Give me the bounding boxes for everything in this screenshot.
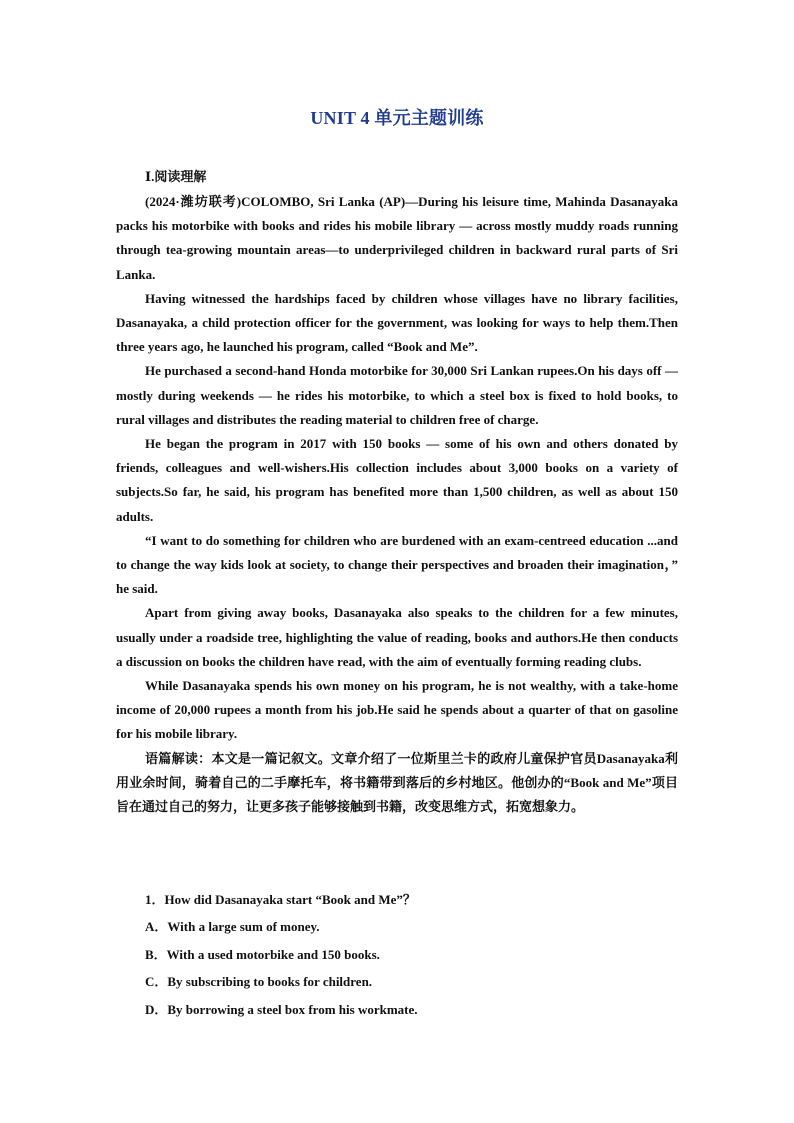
option-d[interactable]: D．By borrowing a steel box from his workmate. — [145, 1001, 418, 1017]
question-block — [145, 888, 685, 1025]
source-tag: (2024·潍坊联考) — [145, 194, 242, 209]
option-a[interactable]: A．With a large sum of money. — [145, 919, 320, 934]
unit-title: UNIT 4 单元主题训练 — [310, 108, 484, 128]
passage-paragraph-2: Having witnessed the hardships faced by children whose villages have no library facilities, Dasanayaka, a child protection officer for the government, was looking for ways to help them.Then three years ago, he launched his program, called “Book and Me”. — [116, 290, 678, 355]
passage-paragraph-6: Apart from giving away books, Dasanayaka also speaks to the children for a few minutes, usually under a roadside tree, highlighting the value of reading, books and authors.He then conducts a discussion on books the children have read, with the aim of eventually forming reading clubs. — [116, 605, 678, 669]
reading-passage — [116, 190, 678, 819]
option-b[interactable]: B．With a used motorbike and 150 books. — [145, 946, 380, 962]
passage-analysis: 语篇解读：本文是一篇记叙文。文章介绍了一位斯里兰卡的政府儿童保护官员Dasanayaka利用业余时间，骑着自己的二手摩托车，将书籍带到落后的乡村地区。他创办的“Book and Me”项目旨在通过自己的努力，让更多孩子能够接触到书籍，改变思维方式，拓宽想象力。 — [116, 750, 678, 815]
passage-paragraph-5: “I want to do something for children who are burdened with an exam-centreed education ...and to change the way kids look at society, to change their perspectives and broaden their imagination，” he said. — [116, 532, 678, 597]
passage-paragraph-7: While Dasanayaka spends his own money on his program, he is not wealthy, with a take-home income of 20,000 rupees a month from his job.He said he spends about a quarter of that on gasoline for his mobile library. — [116, 678, 678, 742]
passage-paragraph-1 — [116, 190, 678, 287]
passage-paragraph-3: He purchased a second-hand Honda motorbike for 30,000 Sri Lankan rupees.On his days off — mostly during weekends — he rides his motorbike, to which a steel box is fixed to hold books, to rural villages and distributes the reading material to children free of charge. — [116, 363, 678, 427]
option-c[interactable]: C．By subscribing to books for children. — [145, 974, 373, 989]
question-stem: 1．How did Dasanayaka start “Book and Me”？ — [145, 892, 416, 907]
section-heading: Ⅰ.阅读理解 — [145, 169, 207, 184]
passage-paragraph-4: He began the program in 2017 with 150 books — some of his own and others donated by friends, colleagues and well-wishers.His collection includes about 3,000 books on a variety of subjects.So far, he said, his program has benefited more than 1,500 children, as well as about 150 adults. — [116, 436, 678, 524]
paragraph-text: COLOMBO, Sri Lanka (AP)—During his leisure time, Mahinda Dasanayaka packs his motorbike with books and rides his mobile library — across mostly muddy roads running through tea-growing mountain areas—to underprivileged children in backward rural parts of Sri Lanka. — [116, 194, 678, 282]
